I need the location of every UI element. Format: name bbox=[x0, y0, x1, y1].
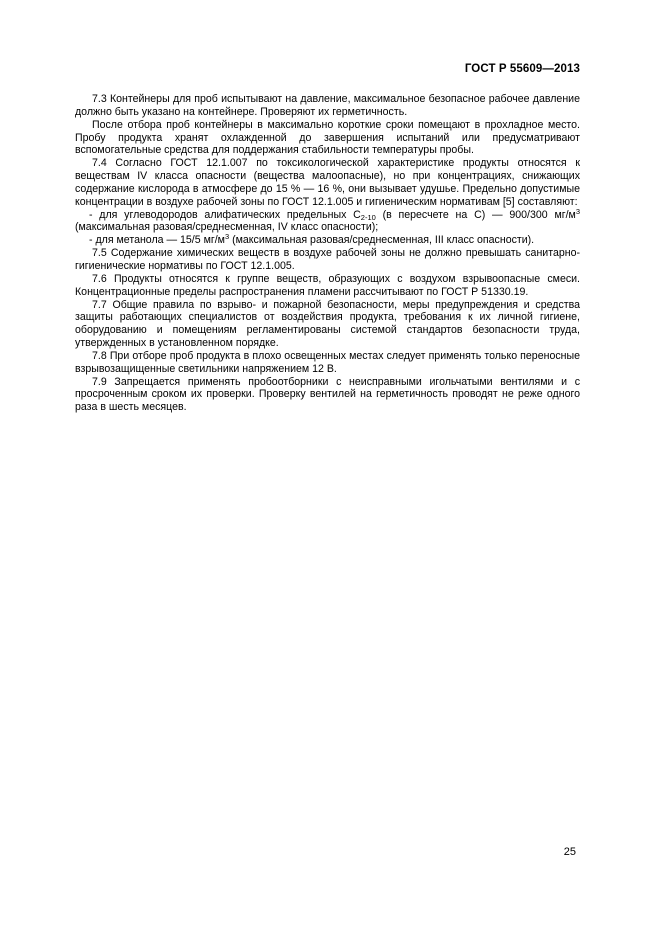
superscript: 3 bbox=[224, 232, 230, 242]
standard-header: ГОСТ Р 55609—2013 bbox=[464, 63, 580, 75]
subscript: 2-10 bbox=[360, 212, 376, 222]
paragraph-7-3b: После отбора проб контейнеры в максимально короткие сроки помещают в прохладное место. Пробу продукта хранят охлажденной до завершения испытаний или предусматривают вспомогательные средства для поддержания стабильности температуры пробы. bbox=[75, 118, 580, 157]
item-text: (максимальная разовая/среднесменная, III класс опасности). bbox=[229, 234, 535, 247]
item-text: - для метанола — 15/5 мг/м bbox=[89, 234, 225, 247]
paragraph-7-8: 7.8 При отборе проб продукта в плохо освещенных местах следует применять только переносные взрывозащищенные светильники напряжением 12 В. bbox=[75, 349, 580, 375]
item-text: (максимальная разовая/среднесменная, IV класс опасности); bbox=[75, 221, 379, 234]
paragraph-7-3a: 7.3 Контейнеры для проб испытывают на давление, максимальное безопасное рабочее давление должно быть указано на контейнере. Проверяют их герметичность. bbox=[75, 93, 580, 118]
list-item-hydrocarbons bbox=[75, 206, 580, 235]
item-text: - для углеводородов алифатических предельных С bbox=[89, 208, 361, 221]
paragraph-7-5: 7.5 Содержание химических веществ в воздухе рабочей зоны не должно превышать санитарно-гигиенические нормативы по ГОСТ 12.1.005. bbox=[75, 247, 580, 272]
section-7-body bbox=[75, 93, 580, 414]
paragraph-7-4: 7.4 Согласно ГОСТ 12.1.007 по токсикологической характеристике продукты относятся к веществам IV класса опасности (вещества малоопасные), но при концентрациях, снижающих содержание кислорода в атмосфере до 15 % — 16 %, они вызывает удушье. Предельно допустимые концентрации в воздухе рабочей зоны по ГОСТ 12.1.005 и гигиеническим нормативам [5] составляют: bbox=[75, 157, 580, 208]
list-item-methanol bbox=[75, 234, 580, 247]
page-number: 25 bbox=[563, 846, 576, 858]
paragraph-7-7: 7.7 Общие правила по взрыво- и пожарной безопасности, меры предупреждения и средства защиты работающих специалистов от воздействия продукта, требования к их личной гигиене, оборудованию и помещениям регламентированы системой стандартов безопасности труда, утвержденных в установленном порядке. bbox=[75, 298, 580, 350]
paragraph-7-6: 7.6 Продукты относятся к группе веществ, образующих с воздухом взрывоопасные смеси. Концентрационные пределы распространения пламени рассчитывают по ГОСТ Р 51330.19. bbox=[75, 272, 580, 298]
item-text: (в пересчете на С) — 900/300 мг/м bbox=[375, 208, 576, 221]
paragraph-7-9: 7.9 Запрещается применять пробоотборники с неисправными игольчатыми вентилями и с просроченным сроком их проверки. Проверку вентилей на герметичность проводят не реже одного раза в шесть месяцев. bbox=[75, 375, 580, 414]
superscript: 3 bbox=[575, 206, 580, 216]
